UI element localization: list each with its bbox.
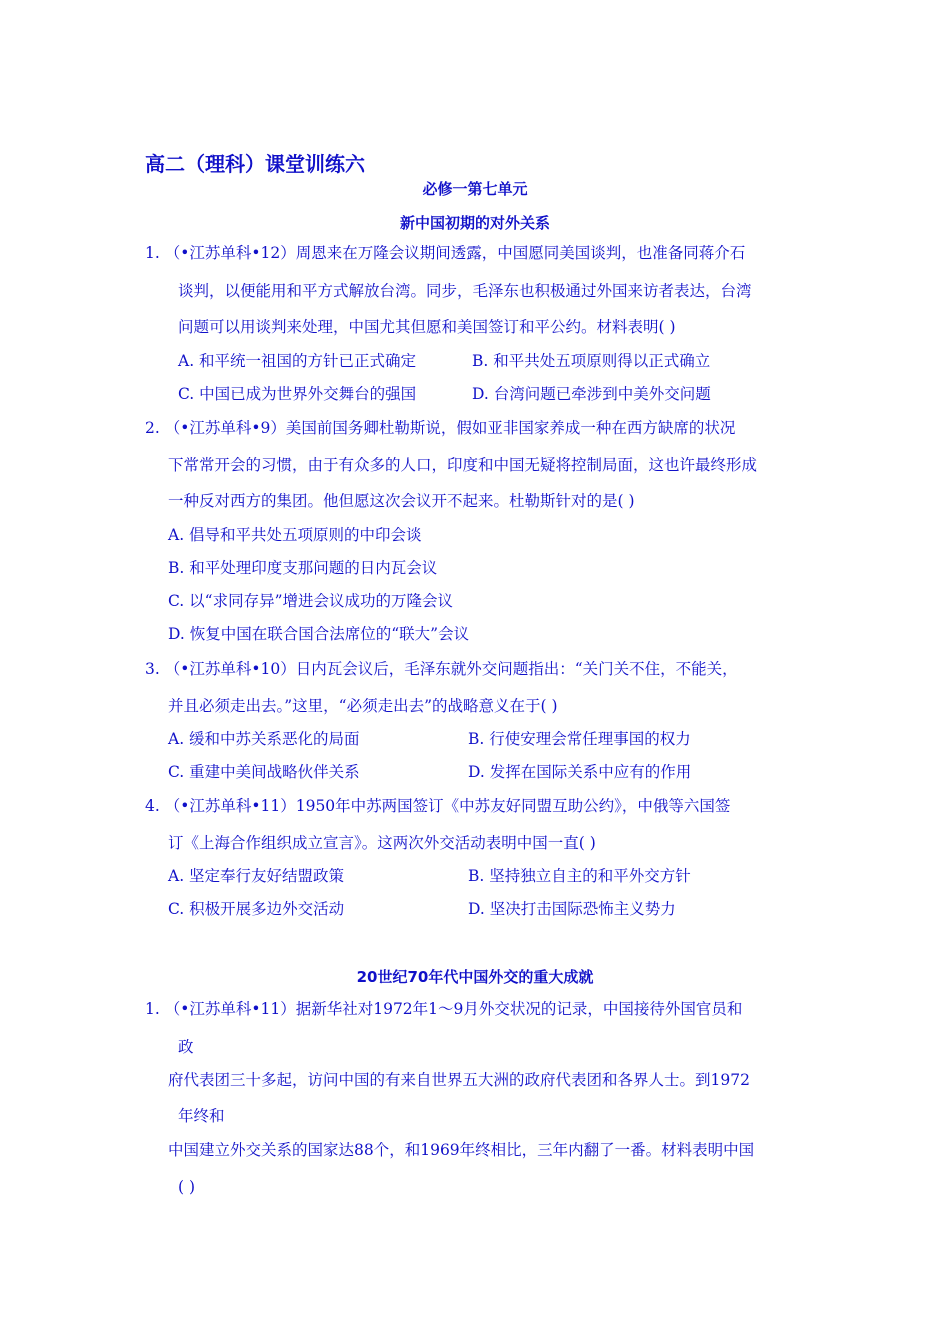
question-line: 1. （•江苏单科•11）据新华社对1972年1～9月外交状况的记录，中国接待外国官员和 xyxy=(145,1000,743,1018)
question-line: 3. （•江苏单科•10）日内瓦会议后，毛泽东就外交问题指出：“关门关不住，不能关， xyxy=(145,660,738,678)
option-d: D. 台湾问题已牵涉到中美外交问题 xyxy=(472,385,711,403)
question-line: 4. （•江苏单科•11）1950年中苏两国签订《中苏友好同盟互助公约》，中俄等六国签 xyxy=(145,797,731,815)
option-b: B. 和平处理印度支那问题的日内瓦会议 xyxy=(168,559,438,577)
option-c: C. 积极开展多边外交活动 xyxy=(168,900,345,918)
option-c: C. 中国已成为世界外交舞台的强国 xyxy=(178,385,417,403)
question-line: 一种反对西方的集团。他但愿这次会议开不起来。杜勒斯针对的是( ) xyxy=(168,492,635,510)
question-line: 订《上海合作组织成立宣言》。这两次外交活动表明中国一直( ) xyxy=(168,834,596,852)
question-line: 1. （•江苏单科•12）周恩来在万隆会议期间透露，中国愿同美国谈判，也准备同蒋介石 xyxy=(145,244,746,262)
answer-blank: ( ) xyxy=(178,1178,196,1196)
option-a: A. 坚定奉行友好结盟政策 xyxy=(168,867,345,885)
page-title: 高二（理科）课堂训练六 xyxy=(145,152,365,176)
question-line: 问题可以用谈判来处理，中国尤其但愿和美国签订和平公约。材料表明( ) xyxy=(178,318,676,336)
option-a: A. 缓和中苏关系恶化的局面 xyxy=(168,730,360,748)
option-a: A. 倡导和平共处五项原则的中印会谈 xyxy=(168,526,422,544)
option-a: A. 和平统一祖国的方针已正式确定 xyxy=(178,352,417,370)
question-line: 2. （•江苏单科•9）美国前国务卿杜勒斯说，假如亚非国家养成一种在西方缺席的状况 xyxy=(145,419,736,437)
question-line: 中国建立外交关系的国家达88个，和1969年终相比，三年内翻了一番。材料表明中国 xyxy=(168,1141,755,1159)
option-d: D. 发挥在国际关系中应有的作用 xyxy=(468,763,692,781)
option-b: B. 行使安理会常任理事国的权力 xyxy=(468,730,691,748)
option-b: B. 坚持独立自主的和平外交方针 xyxy=(468,867,691,885)
section-heading-1: 新中国初期的对外关系 xyxy=(399,214,550,232)
option-d: D. 恢复中国在联合国合法席位的“联大”会议 xyxy=(168,625,470,643)
option-d: D. 坚决打击国际恐怖主义势力 xyxy=(468,900,676,918)
question-line: 年终和 xyxy=(178,1107,225,1125)
question-line: 府代表团三十多起，访问中国的有来自世界五大洲的政府代表团和各界人士。到1972 xyxy=(168,1071,750,1089)
question-line: 并且必须走出去。”这里，“必须走出去”的战略意义在于( ) xyxy=(168,697,558,715)
section-heading-2: 20世纪70年代中国外交的重大成就 xyxy=(356,968,594,986)
option-c: C. 重建中美间战略伙伴关系 xyxy=(168,763,360,781)
unit-heading: 必修一第七单元 xyxy=(422,180,528,198)
option-c: C. 以“求同存异”增进会议成功的万隆会议 xyxy=(168,592,454,610)
question-line: 下常常开会的习惯，由于有众多的人口，印度和中国无疑将控制局面，这也许最终形成 xyxy=(168,456,758,474)
option-b: B. 和平共处五项原则得以正式确立 xyxy=(472,352,711,370)
question-line: 政 xyxy=(178,1038,194,1056)
question-line: 谈判，以便能用和平方式解放台湾。同步，毛泽东也积极通过外国来访者表达，台湾 xyxy=(178,282,752,300)
